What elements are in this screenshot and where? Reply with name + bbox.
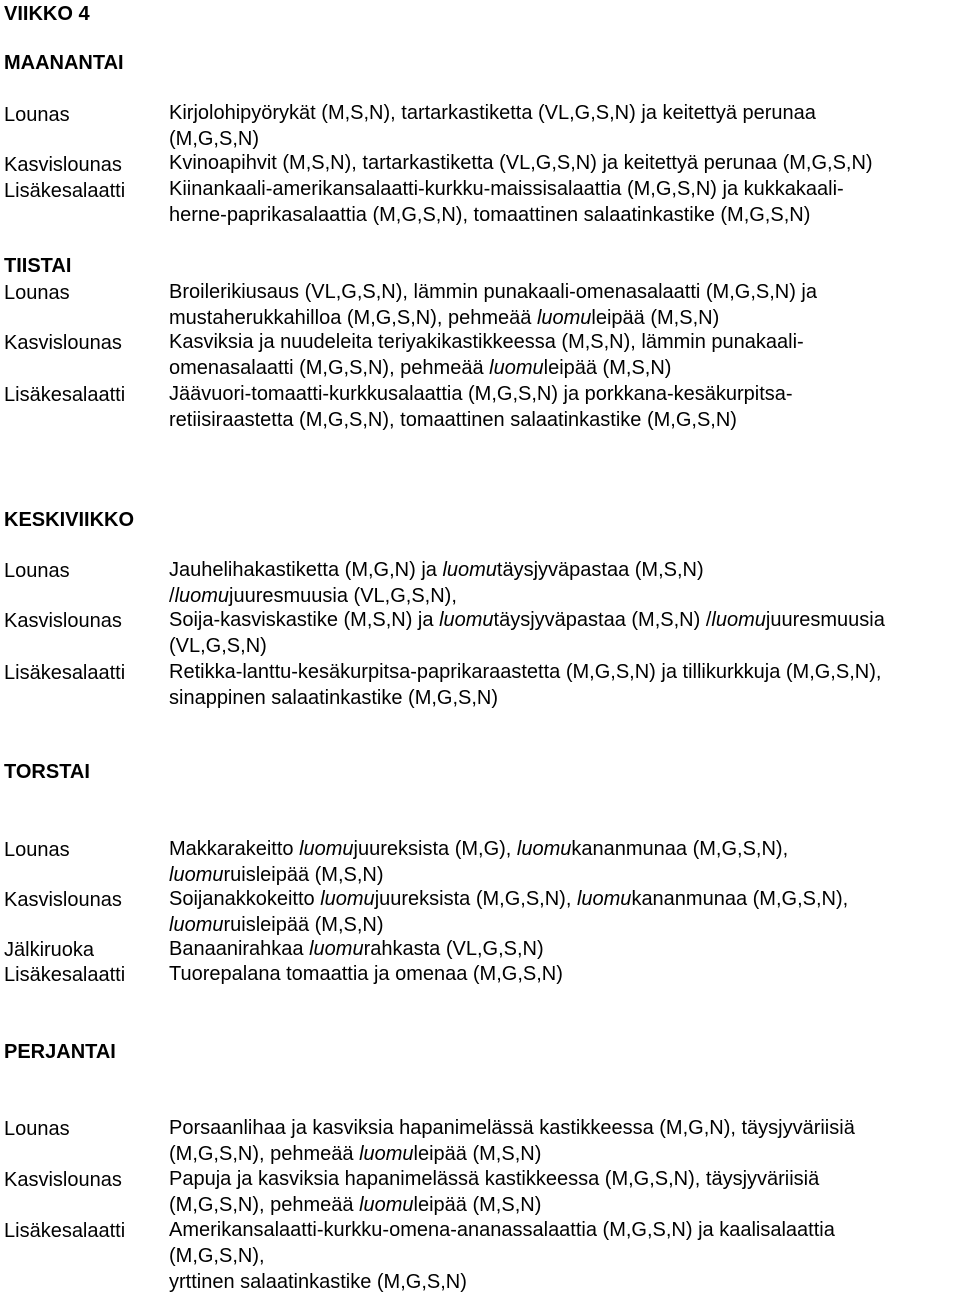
day-heading-monday: MAANANTAI	[4, 52, 124, 74]
meal-line: Kirjolohipyörykät (M,S,N), tartarkastiketta (VL,G,S,N) ja keitettyä perunaa	[169, 102, 816, 124]
meal-description	[169, 836, 959, 888]
meal-line: Kvinoapihvit (M,S,N), tartarkastiketta (VL,G,S,N) ja keitettyä perunaa (M,G,S,N)	[169, 152, 873, 174]
meal-description	[169, 381, 959, 433]
meal-label: Lisäkesalaatti	[4, 662, 126, 684]
meal-line: Makkarakeitto luomujuureksista (M,G), luomukananmunaa (M,G,S,N),	[169, 838, 789, 860]
meal-label: Kasvislounas	[4, 889, 122, 911]
meal-label: Kasvislounas	[4, 610, 122, 632]
meal-line: omenasalaatti (M,G,S,N), pehmeää luomuleipää (M,S,N)	[169, 357, 672, 379]
meal-line: Banaanirahkaa luomurahkasta (VL,G,S,N)	[169, 938, 544, 960]
meal-line: Tuorepalana tomaattia ja omenaa (M,G,S,N)	[169, 963, 563, 985]
meal-line: Jäävuori-tomaatti-kurkkusalaattia (M,G,S,N) ja porkkana-kesäkurpitsa-	[169, 383, 793, 405]
meal-label: Lounas	[4, 104, 70, 126]
meal-description	[169, 1166, 959, 1218]
meal-label: Kasvislounas	[4, 1169, 122, 1191]
meal-line: Soija-kasviskastike (M,S,N) ja luomutäysjyväpastaa (M,S,N) /luomujuuresmuusia	[169, 609, 885, 631]
meal-line: /luomujuuresmuusia (VL,G,S,N),	[169, 585, 457, 607]
meal-label: Lisäkesalaatti	[4, 384, 126, 406]
day-heading-tuesday: TIISTAI	[4, 255, 72, 277]
meal-line: Porsaanlihaa ja kasviksia hapanimelässä kastikkeessa (M,G,N), täysjyväriisiä	[169, 1117, 855, 1139]
meal-description	[169, 1115, 959, 1167]
meal-description	[169, 607, 959, 659]
meal-description	[169, 557, 959, 609]
meal-line: (M,G,S,N), pehmeää luomuleipää (M,S,N)	[169, 1143, 542, 1165]
meal-label: Lounas	[4, 839, 70, 861]
meal-line: sinappinen salaatinkastike (M,G,S,N)	[169, 687, 499, 709]
meal-line: luomuruisleipää (M,S,N)	[169, 864, 384, 886]
meal-label: Kasvislounas	[4, 154, 122, 176]
meal-label: Lounas	[4, 1118, 70, 1140]
meal-line: Broilerikiusaus (VL,G,S,N), lämmin punakaali-omenasalaatti (M,G,S,N) ja	[169, 281, 817, 303]
meal-label: Kasvislounas	[4, 332, 122, 354]
meal-line: Papuja ja kasviksia hapanimelässä kastikkeessa (M,G,S,N), täysjyväriisiä	[169, 1168, 820, 1190]
meal-line: Soijanakkokeitto luomujuureksista (M,G,S,N), luomukananmunaa (M,G,S,N),	[169, 888, 849, 910]
meal-label: Lounas	[4, 560, 70, 582]
meal-line: (M,G,S,N),	[169, 1245, 265, 1267]
meal-label: Lisäkesalaatti	[4, 180, 126, 202]
meal-description	[169, 100, 959, 152]
meal-line: yrttinen salaatinkastike (M,G,S,N)	[169, 1271, 467, 1293]
day-heading-friday: PERJANTAI	[4, 1041, 116, 1063]
meal-line: (VL,G,S,N)	[169, 635, 267, 657]
day-heading-wednesday: KESKIVIIKKO	[4, 509, 135, 531]
meal-description	[169, 961, 959, 987]
meal-line: Jauhelihakastiketta (M,G,N) ja luomutäysjyväpastaa (M,S,N)	[169, 559, 704, 581]
meal-line: luomuruisleipää (M,S,N)	[169, 914, 384, 936]
day-heading-thursday: TORSTAI	[4, 761, 90, 783]
meal-line: (M,G,S,N)	[169, 128, 259, 150]
meal-line: Kasviksia ja nuudeleita teriyakikastikkeessa (M,S,N), lämmin punakaali-	[169, 331, 804, 353]
meal-description	[169, 659, 959, 711]
meal-description	[169, 176, 959, 228]
meal-line: herne-paprikasalaattia (M,G,S,N), tomaattinen salaatinkastike (M,G,S,N)	[169, 204, 811, 226]
meal-description	[169, 329, 959, 381]
meal-label: Lounas	[4, 282, 70, 304]
meal-label: Lisäkesalaatti	[4, 1220, 126, 1242]
meal-line: mustaherukkahilloa (M,G,S,N), pehmeää luomuleipää (M,S,N)	[169, 307, 720, 329]
meal-label: Lisäkesalaatti	[4, 964, 126, 986]
meal-description	[169, 150, 959, 176]
meal-line: Retikka-lanttu-kesäkurpitsa-paprikaraastetta (M,G,S,N) ja tillikurkkuja (M,G,S,N),	[169, 661, 882, 683]
meal-line: retiisiraastetta (M,G,S,N), tomaattinen salaatinkastike (M,G,S,N)	[169, 409, 737, 431]
meal-description	[169, 279, 959, 331]
meal-description	[169, 886, 959, 938]
meal-line: Kiinankaali-amerikansalaatti-kurkku-maissisalaattia (M,G,S,N) ja kukkakaali-	[169, 178, 844, 200]
meal-line: Amerikansalaatti-kurkku-omena-ananassalaattia (M,G,S,N) ja kaalisalaattia	[169, 1219, 835, 1241]
meal-description	[169, 1217, 959, 1295]
week-title: VIIKKO 4	[4, 3, 90, 25]
meal-description	[169, 936, 959, 962]
meal-line: (M,G,S,N), pehmeää luomuleipää (M,S,N)	[169, 1194, 542, 1216]
meal-label: Jälkiruoka	[4, 939, 95, 961]
